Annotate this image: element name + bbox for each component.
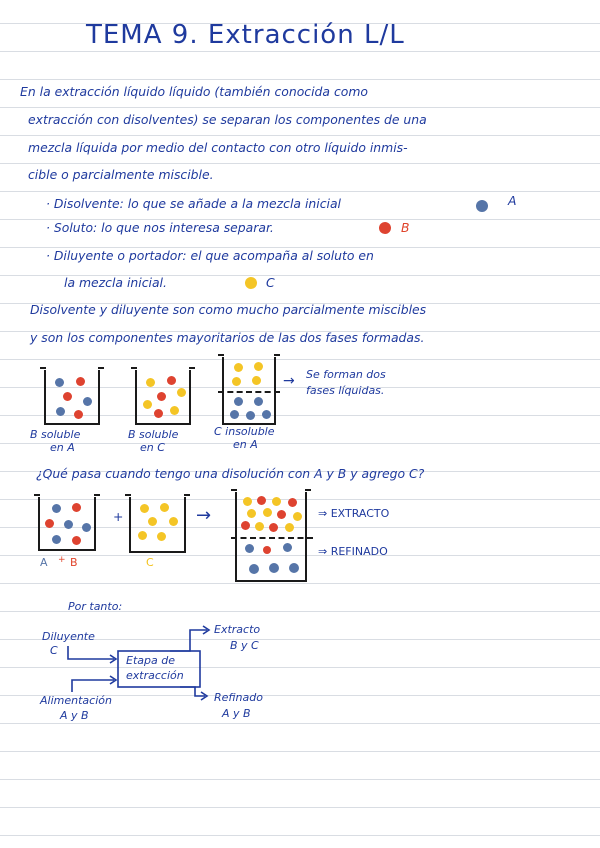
intro-line-4: cible o parcialmente miscible. — [28, 167, 214, 182]
mix-arrow-icon: → — [196, 505, 212, 526]
diluyente-c: C — [50, 644, 58, 657]
para2-line-2: y son los componentes mayoritarios de las dos fases formadas. — [30, 330, 425, 345]
diluyente-label: Diluyente — [42, 630, 95, 643]
label-c: C — [146, 556, 154, 569]
arrow-refinado — [180, 687, 205, 696]
note-two-phases-2: fases líquidas. — [306, 384, 385, 397]
caption-b-soluble-c-2: en C — [140, 441, 165, 454]
label-a: A — [40, 556, 48, 569]
caption-b-soluble-a-2: en A — [50, 441, 75, 454]
alimentacion-ab: A y B — [60, 709, 89, 722]
extracto-bc: B y C — [230, 639, 259, 652]
bullet-diluyente-tag: C — [266, 275, 275, 290]
intro-line-2: extracción con disolventes) se separan los componentes de una — [28, 112, 427, 127]
arrow-alimentacion — [72, 680, 114, 692]
arrow-extracto — [170, 630, 207, 651]
caption-b-soluble-c-1: B soluble — [128, 428, 179, 441]
note-arrow-icon: → — [283, 373, 295, 389]
note-two-phases-1: Se forman dos — [306, 368, 386, 381]
refinado-label: Refinado — [214, 691, 263, 704]
por-tanto: Por tanto: — [68, 600, 123, 613]
etapa-line-2: extracción — [126, 669, 184, 682]
para2-line-1: Disolvente y diluyente son como mucho parcialmente miscibles — [30, 302, 427, 317]
etapa-line-1: Etapa de — [126, 654, 175, 667]
bullet-diluyente-line1: · Diluyente o portador: el que acompaña al soluto en — [46, 248, 374, 263]
bullet-diluyente-line2: la mezcla inicial. — [64, 275, 167, 290]
label-refinado: ⇒ REFINADO — [318, 545, 388, 558]
question-line: ¿Qué pasa cuando tengo una disolución con A y B y agrego C? — [36, 466, 425, 481]
caption-c-insoluble-2: en A — [233, 438, 258, 451]
intro-line-3: mezcla líquida por medio del contacto con otro líquido inmis- — [28, 140, 408, 155]
intro-line-1: En la extracción líquido líquido (también conocida como — [20, 84, 368, 99]
caption-c-insoluble-1: C insoluble — [214, 425, 275, 438]
arrow-diluyente — [68, 646, 114, 659]
plus-sign: + — [113, 509, 124, 524]
extracto-label: Extracto — [214, 623, 261, 636]
label-extracto: ⇒ EXTRACTO — [318, 507, 390, 520]
label-b: B — [70, 556, 78, 569]
bullet-soluto-tag: B — [401, 220, 410, 235]
caption-b-soluble-a-1: B soluble — [30, 428, 81, 441]
bullet-soluto: · Soluto: lo que nos interesa separar. — [46, 220, 274, 235]
refinado-ab: A y B — [222, 707, 251, 720]
alimentacion-label: Alimentación — [40, 694, 112, 707]
page-title: TEMA 9. Extracción L/L — [86, 20, 405, 50]
bullet-disolvente: · Disolvente: lo que se añade a la mezcla inicial — [46, 196, 341, 211]
bullet-disolvente-tag: A — [508, 193, 517, 208]
label-plus: + — [58, 555, 66, 565]
